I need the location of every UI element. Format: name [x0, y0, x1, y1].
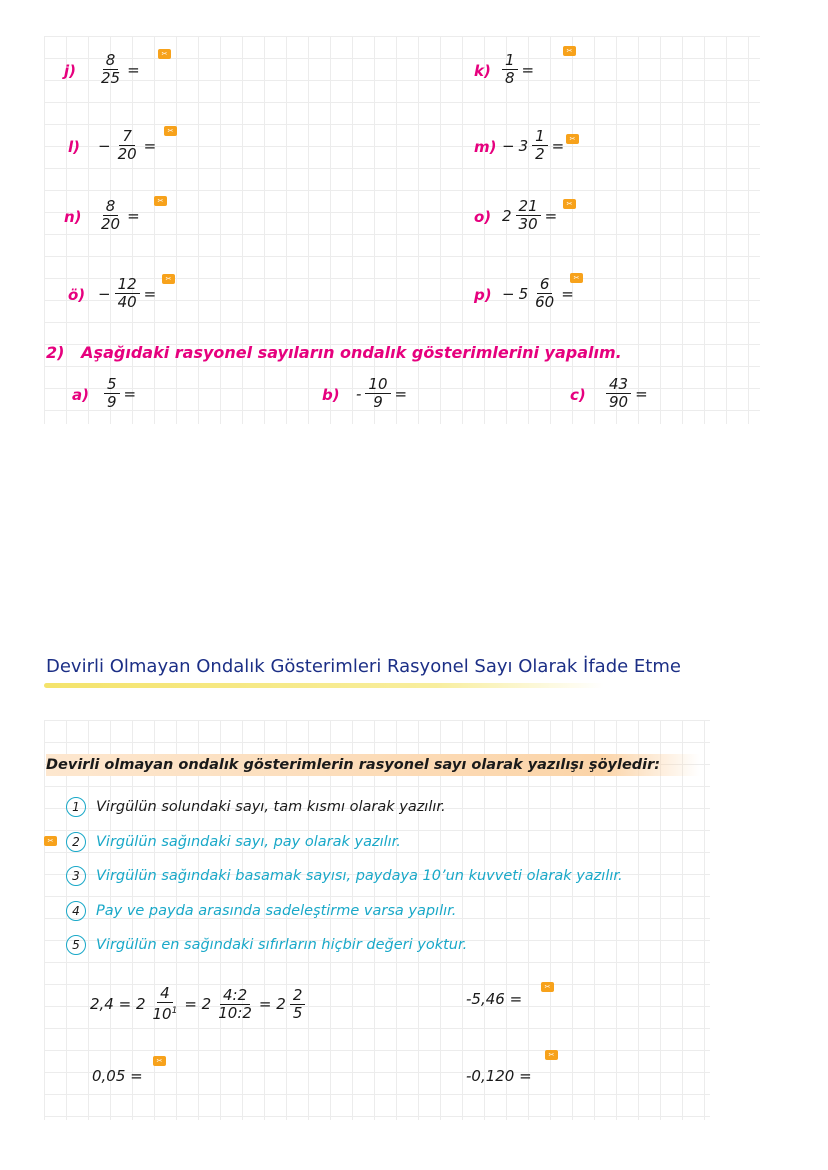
example-lhs: 2,4 = 2	[90, 995, 146, 1013]
whole-part: 2	[502, 206, 512, 225]
fraction-expression	[98, 52, 140, 87]
fraction-expression	[98, 198, 140, 233]
fraction	[98, 52, 123, 87]
fraction	[532, 128, 548, 163]
rules-heading: Devirli olmayan ondalık gösterimlerin rasyonel sayı olarak yazılışı şöyledir:	[46, 754, 700, 776]
equals-sign: =	[635, 384, 648, 403]
numerator: 43	[606, 376, 631, 394]
rule-item	[66, 935, 467, 955]
scissors-cut-icon: ✂	[158, 49, 171, 59]
fraction-expression	[104, 376, 136, 411]
item-label: m)	[474, 138, 497, 156]
fraction-expression	[356, 376, 407, 411]
fraction	[365, 376, 390, 411]
whole-part: 5	[518, 284, 529, 303]
equals-sign: =	[394, 384, 408, 403]
equals-sign: =	[127, 206, 140, 225]
rule-number: 1	[66, 797, 86, 817]
denominator: 20	[101, 215, 121, 233]
fraction-expression	[502, 52, 534, 87]
whole-part: 3	[518, 136, 529, 155]
denominator: 9	[373, 393, 383, 411]
equals-whole: = 2	[258, 995, 286, 1013]
item-label: k)	[474, 62, 491, 80]
scissors-cut-icon: ✂	[570, 273, 583, 283]
denominator-base: 10	[152, 1005, 172, 1023]
item-label: c)	[570, 386, 586, 404]
fraction	[150, 985, 181, 1023]
fraction	[115, 128, 140, 163]
fraction-expression	[502, 128, 564, 163]
denominator: 25	[101, 69, 121, 87]
equals-sign: =	[123, 384, 137, 403]
task-expression: -0,120 =	[466, 1067, 532, 1085]
equals-whole: = 2	[184, 995, 212, 1013]
item-label: ö)	[68, 286, 86, 304]
scissors-cut-icon: ✂	[154, 196, 167, 206]
numerator: 4	[157, 985, 173, 1003]
item-label: a)	[72, 386, 89, 404]
scissors-cut-icon: ✂	[162, 274, 175, 284]
scissors-cut-icon: ✂	[44, 836, 57, 846]
denominator: 20	[117, 145, 137, 163]
numerator: 7	[119, 128, 135, 146]
section-title: Devirli Olmayan Ondalık Gösterimleri Rasyonel Sayı Olarak İfade Etme	[46, 656, 681, 677]
numerator: 1	[532, 128, 548, 146]
denominator: 60	[535, 293, 555, 311]
equals-sign: =	[551, 136, 565, 155]
numerator: 5	[104, 376, 120, 394]
numerator: 10	[365, 376, 390, 394]
numerator: 6	[537, 276, 553, 294]
scissors-cut-icon: ✂	[563, 199, 576, 209]
fraction	[502, 52, 518, 87]
rule-item	[66, 797, 446, 817]
denominator: 10:2	[218, 1003, 252, 1022]
numerator: 1	[502, 52, 518, 70]
rule-number: 2	[66, 832, 86, 852]
minus-sign: −	[502, 284, 515, 303]
task-expression: 0,05 =	[92, 1067, 143, 1085]
fraction	[290, 987, 306, 1022]
numerator: 8	[103, 198, 119, 216]
scissors-cut-icon: ✂	[566, 134, 579, 144]
denominator: 9	[107, 393, 117, 411]
item-label: n)	[64, 208, 82, 226]
minus-sign: −	[98, 136, 111, 155]
denominator: 90	[609, 393, 629, 411]
rule-item	[66, 901, 456, 921]
scissors-cut-icon: ✂	[541, 982, 554, 992]
denominator: 30	[518, 215, 538, 233]
scissors-cut-icon: ✂	[563, 46, 576, 56]
worksheet-grid-top	[44, 36, 760, 424]
fraction	[115, 276, 140, 311]
fraction	[606, 376, 631, 411]
fraction-expression	[502, 276, 574, 311]
rule-number: 5	[66, 935, 86, 955]
numerator: 21	[516, 198, 541, 216]
exercise-2-title	[46, 343, 622, 362]
denominator: 5	[292, 1003, 303, 1022]
numerator: 2	[290, 987, 306, 1005]
denominator: 8	[505, 69, 515, 87]
equals-sign: =	[561, 284, 574, 303]
fraction-expression	[98, 128, 156, 163]
denominator	[150, 1003, 181, 1023]
denominator: 40	[117, 293, 137, 311]
item-label: j)	[64, 62, 76, 80]
item-label: l)	[68, 138, 80, 156]
rule-item	[66, 832, 401, 852]
exercise-number: 2)	[46, 343, 65, 362]
scissors-cut-icon: ✂	[545, 1050, 558, 1060]
exercise-instruction: Aşağıdaki rasyonel sayıların ondalık gösterimlerini yapalım.	[81, 343, 622, 362]
minus-sign: -	[356, 384, 362, 403]
minus-sign: −	[98, 284, 111, 303]
equals-sign: =	[143, 284, 157, 303]
scissors-cut-icon: ✂	[164, 126, 177, 136]
numerator: 4:2	[220, 987, 250, 1005]
item-label: p)	[474, 286, 492, 304]
equals-sign: =	[544, 206, 558, 225]
rule-number: 4	[66, 901, 86, 921]
fraction-expression	[502, 198, 557, 233]
rule-item	[66, 866, 623, 886]
worked-example	[90, 985, 305, 1023]
scissors-cut-icon: ✂	[153, 1056, 166, 1066]
equals-sign: =	[521, 60, 535, 79]
minus-sign: −	[502, 136, 515, 155]
task-expression: -5,46 =	[466, 990, 523, 1008]
fraction	[532, 276, 557, 311]
title-highlight	[44, 683, 604, 688]
equals-sign: =	[127, 60, 140, 79]
item-label: o)	[474, 208, 492, 226]
fraction	[516, 198, 541, 233]
fraction-expression	[98, 276, 156, 311]
fraction	[98, 198, 123, 233]
denominator: 2	[535, 145, 545, 163]
numerator: 8	[103, 52, 119, 70]
rule-text: Virgülün sağındaki sayı, pay olarak yazılır.	[96, 834, 401, 850]
item-label: b)	[322, 386, 340, 404]
rule-text: Virgülün sağındaki basamak sayısı, paydaya 10’un kuvveti olarak yazılır.	[96, 868, 623, 884]
numerator: 12	[115, 276, 140, 294]
rule-text: Virgülün solundaki sayı, tam kısmı olarak yazılır.	[96, 799, 446, 815]
fraction-expression	[606, 376, 648, 411]
fraction	[104, 376, 120, 411]
equals-sign: =	[143, 136, 157, 155]
fraction	[215, 987, 255, 1022]
rule-text: Virgülün en sağındaki sıfırların hiçbir değeri yoktur.	[96, 937, 468, 953]
rule-text: Pay ve payda arasında sadeleştirme varsa yapılır.	[96, 903, 457, 919]
rule-number: 3	[66, 866, 86, 886]
exponent: 1	[171, 1006, 178, 1016]
